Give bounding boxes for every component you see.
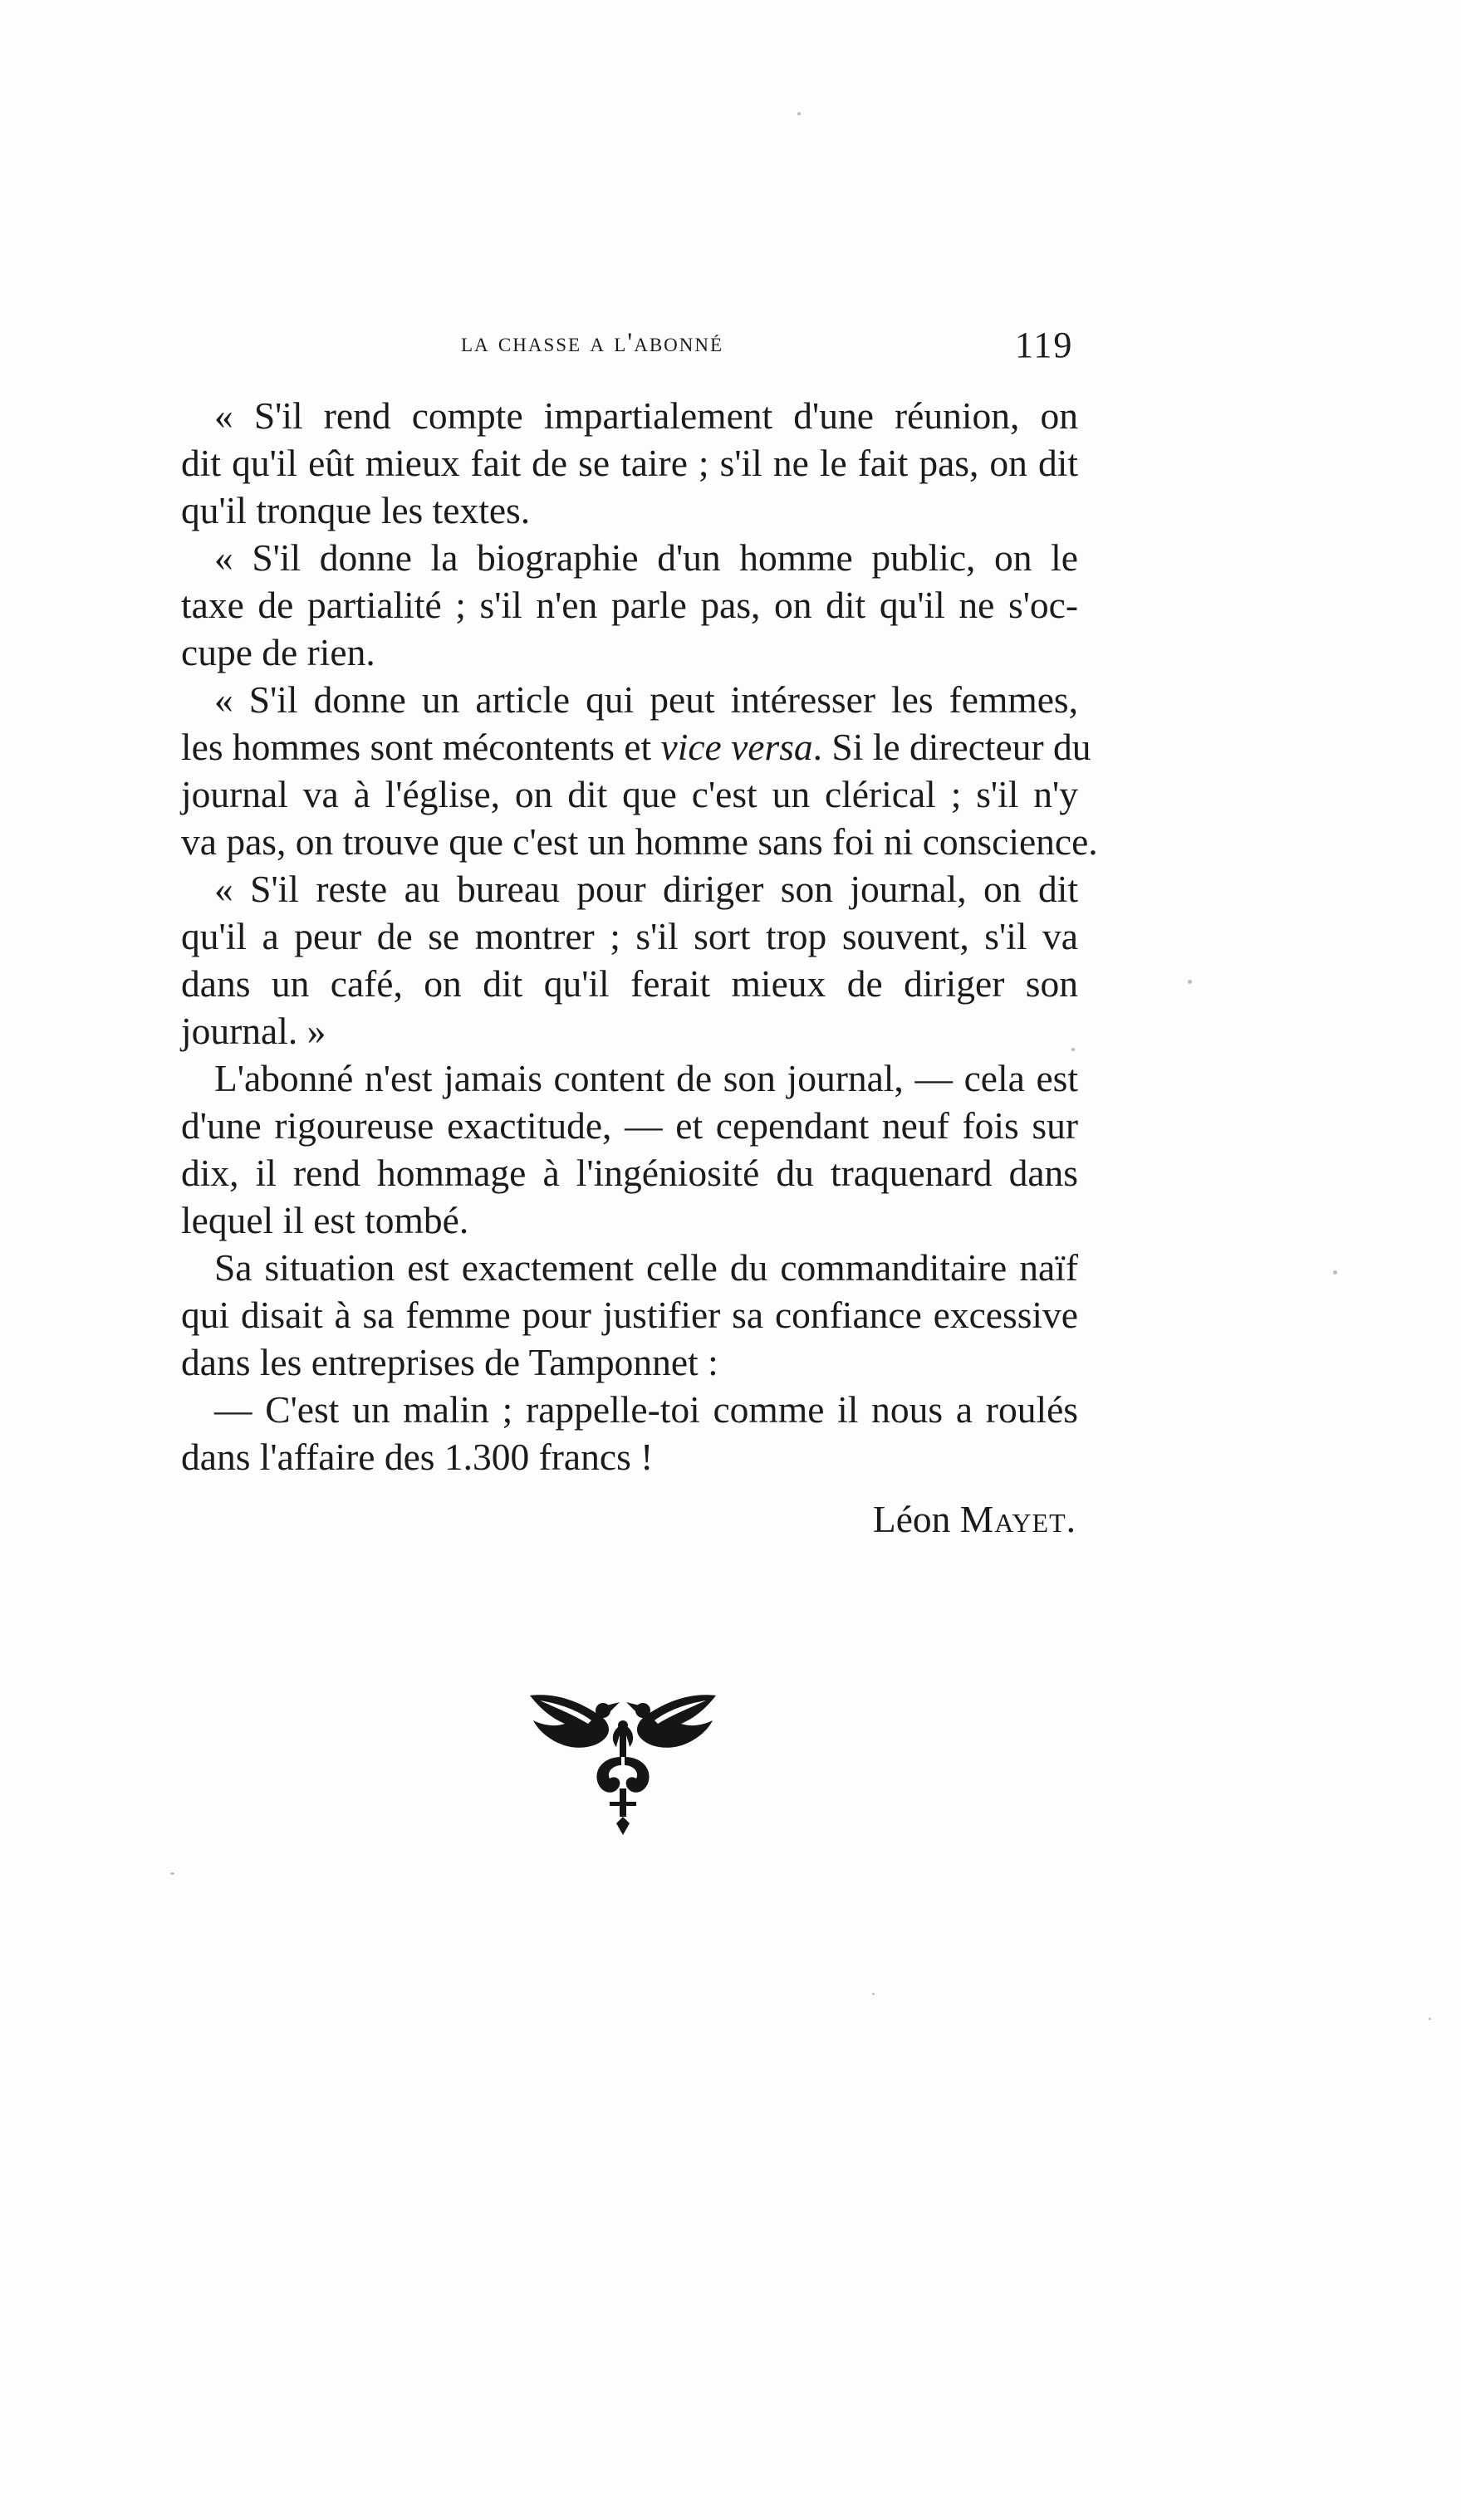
signature-first-name: Léon — [872, 1498, 951, 1540]
text-line: qui disait à sa femme pour justifier sa confiance excessive — [181, 1294, 1078, 1336]
text-line: d'une rigoureuse exactitude, — et cependant neuf fois sur — [181, 1104, 1078, 1147]
paper-speck — [1333, 1270, 1337, 1275]
text-line: dix, il rend hommage à l'ingéniosité du traquenard dans — [181, 1152, 1078, 1194]
text-line: va pas, on trouve que c'est un homme sans foi ni conscience. — [181, 820, 1098, 863]
text-segment: . Si le directeur du — [812, 726, 1091, 768]
paper-speck — [797, 112, 801, 115]
italic-phrase: vice versa — [660, 726, 813, 768]
text-line: « S'il reste au bureau pour diriger son journal, on dit — [214, 868, 1078, 910]
text-segment: les hommes sont mécontents et — [181, 726, 652, 768]
paper-speck — [872, 1993, 875, 1995]
text-line: Sa situation est exactement celle du commanditaire naïf — [214, 1246, 1078, 1289]
text-line: — C'est un malin ; rappelle-toi comme il nous a roulés — [214, 1388, 1078, 1431]
text-line: journal. » — [181, 1010, 326, 1052]
author-signature — [181, 1495, 1078, 1543]
text-line: dit qu'il eût mieux fait de se taire ; s'il ne le fait pas, on dit — [181, 442, 1078, 484]
text-line-with-italic — [181, 723, 1091, 771]
text-line: qu'il a peur de se montrer ; s'il sort trop souvent, s'il va — [181, 915, 1078, 957]
text-line: « S'il donne un article qui peut intéresser les femmes, — [214, 678, 1078, 721]
signature-last-name: Mayet. — [959, 1498, 1076, 1540]
text-line: taxe de partialité ; s'il n'en parle pas, on dit qu'il ne s'oc- — [181, 584, 1078, 626]
text-line: qu'il tronque les textes. — [181, 489, 531, 531]
paper-speck — [170, 1872, 174, 1875]
text-line: dans un café, on dit qu'il ferait mieux de diriger son — [181, 962, 1078, 1005]
paper-speck — [1071, 1048, 1075, 1051]
text-line: cupe de rien. — [181, 631, 375, 673]
running-head: la chasse a l'abonné — [461, 328, 724, 358]
paper-speck — [1188, 980, 1192, 984]
text-line: journal va à l'église, on dit que c'est un clérical ; s'il n'y — [181, 773, 1078, 815]
text-line: « S'il rend compte impartialement d'une réunion, on — [214, 394, 1078, 437]
fleuron-ornament-icon — [523, 1677, 723, 1843]
text-line: dans l'affaire des 1.300 francs ! — [181, 1436, 654, 1478]
body-text — [181, 392, 1098, 1543]
text-line: L'abonné n'est jamais content de son journal, — cela est — [214, 1057, 1078, 1099]
page-number: 119 — [1015, 325, 1074, 365]
text-line: lequel il est tombé. — [181, 1199, 469, 1241]
paper-speck — [1429, 2018, 1431, 2020]
text-line: dans les entreprises de Tamponnet : — [181, 1341, 718, 1383]
text-line: « S'il donne la biographie d'un homme public, on le — [214, 536, 1078, 579]
